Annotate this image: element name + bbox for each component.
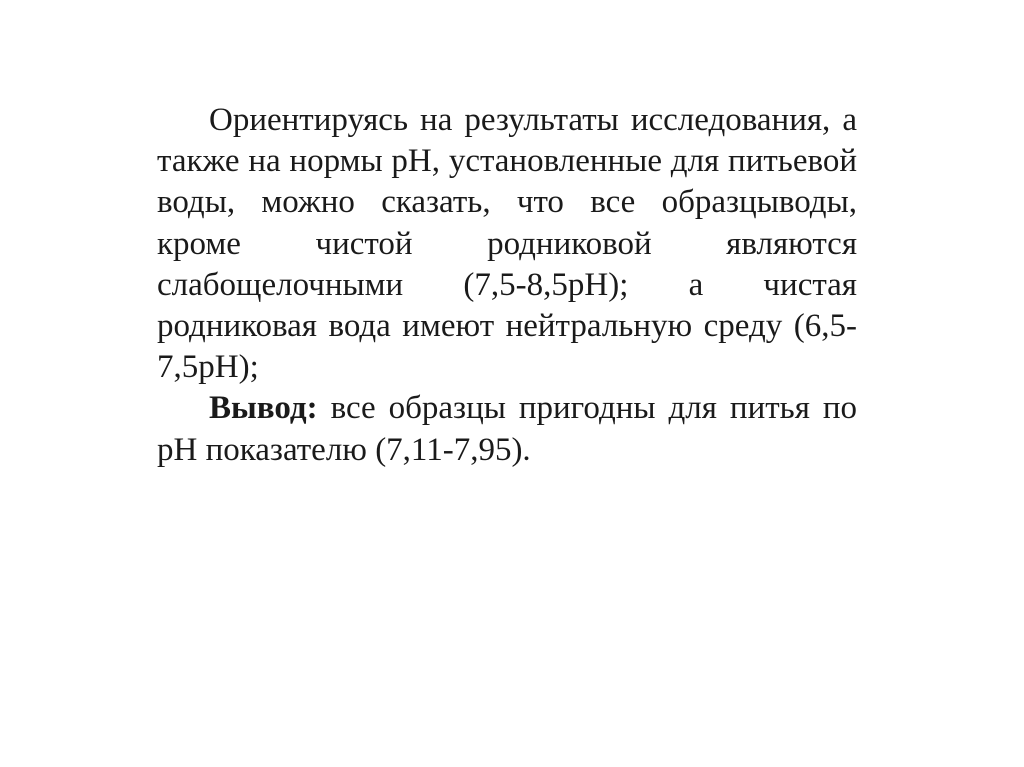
findings-text: Ориентируясь на результаты исследования, а также на нормы рН, установленные для питьевой воды, можно сказать, что все образцыводы, кроме чистой родниковой являются слабощелочными (7,5-8,5рН); а чистая родниковая вода имеют нейтральную среду (6,5-7,5рН); [157, 102, 857, 386]
text-block [157, 100, 857, 471]
conclusion-label: Вывод: [209, 390, 318, 427]
findings-paragraph [157, 100, 857, 388]
conclusion-paragraph [157, 388, 857, 470]
conclusion-text: все образцы пригодны для питья по рН показателю (7,11-7,95). [157, 390, 857, 468]
